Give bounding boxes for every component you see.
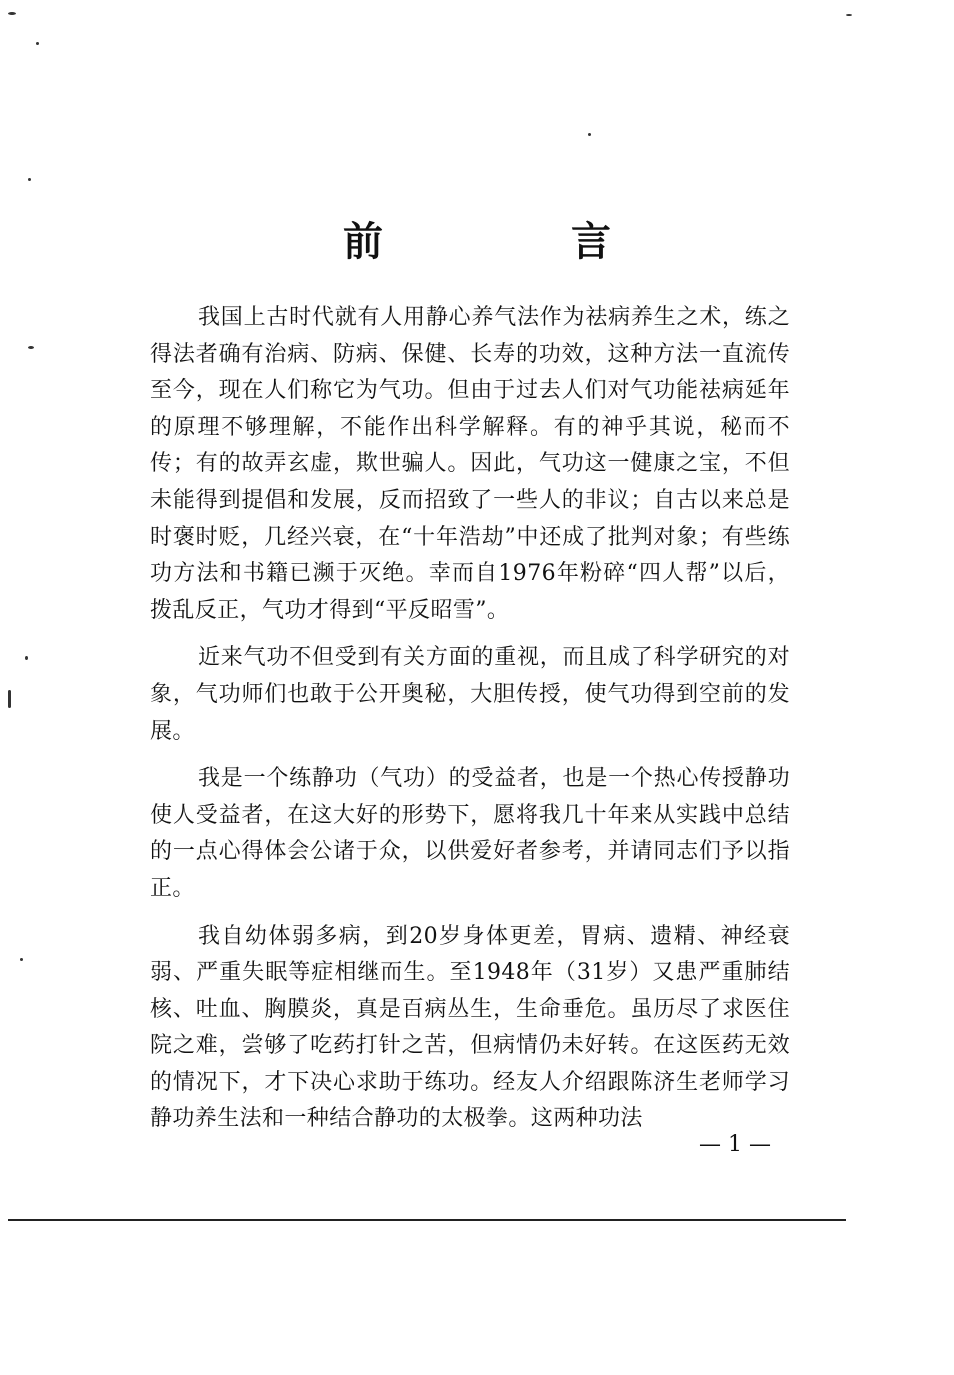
paragraph: 近来气功不但受到有关方面的重视，而且成了科学研究的对象，气功师们也敢于公开奥秘，大胆传授，使气功得到空前的发展。 [150, 645, 790, 744]
scan-speck [28, 346, 34, 349]
paragraph: 我自幼体弱多病，到20岁身体更差，胃病、遗精、神经衰弱、严重失眠等症相继而生。至1948年（31岁）又患严重肺结核、吐血、胸膜炎，真是百病丛生，生命垂危。虽历尽了求医住院之难，尝够了吃药打针之苦，但病情仍未好转。在这医药无效的情况下，才下决心求助于练功。经友人介绍跟陈济生老师学习静功养生法和一种结合静功的太极拳。这两种功法 [150, 923, 790, 1132]
scan-speck [20, 958, 23, 961]
scan-speck [36, 42, 39, 45]
page-bottom-rule [8, 1219, 846, 1221]
scan-speck [588, 133, 591, 136]
paragraph: 我是一个练静功（气功）的受益者，也是一个热心传授静功使人受益者，在这大好的形势下，愿将我几十年来从实践中总结的一点心得体会公诸于众，以供爱好者参考，并请同志们予以指正。 [150, 766, 790, 901]
page-title: 前 言 [343, 218, 685, 265]
scan-speck [8, 690, 11, 708]
scan-speck [846, 14, 852, 16]
body-text [150, 300, 790, 1149]
scan-speck [25, 656, 28, 660]
page-number: — 1 — [699, 1132, 771, 1157]
scan-speck [8, 12, 16, 15]
scan-speck [28, 178, 31, 181]
paragraph: 我国上古时代就有人用静心养气法作为祛病养生之术，练之得法者确有治病、防病、保健、长寿的功效，这种方法一直流传至今，现在人们称它为气功。但由于过去人们对气功能祛病延年的原理不够理解，不能作出科学解释。有的神乎其说，秘而不传；有的故弄玄虚，欺世骗人。因此，气功这一健康之宝，不但未能得到提倡和发展，反而招致了一些人的非议；自古以来总是时褒时贬，几经兴衰，在“十年浩劫”中还成了批判对象；有些练功方法和书籍已濒于灭绝。幸而自1976年粉碎“四人帮”以后，拨乱反正，气功才得到“平反昭雪”。 [150, 305, 790, 623]
